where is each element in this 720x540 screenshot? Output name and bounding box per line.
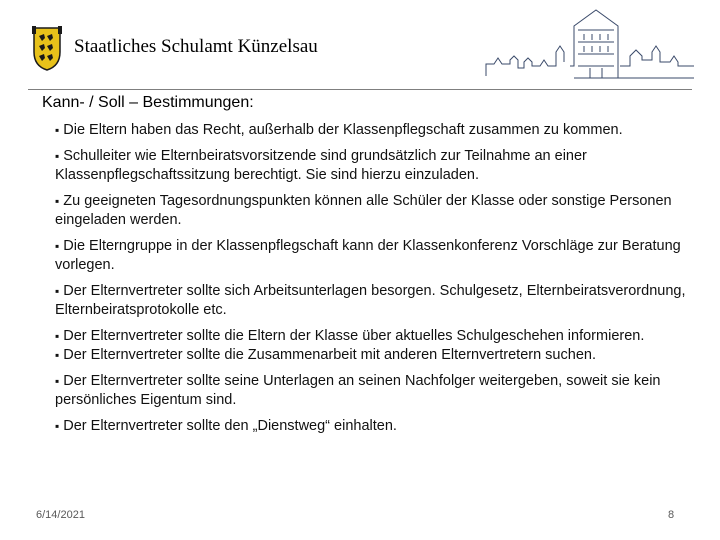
bullet-icon: ▪: [55, 348, 60, 362]
list-item: [55, 346, 695, 365]
bullet-icon: ▪: [55, 374, 60, 388]
list-item-text: Die Eltern haben das Recht, außerhalb der Klassenpflegschaft zusammen zu kommen.: [63, 122, 623, 138]
bullet-icon: ▪: [55, 329, 60, 343]
list-item-text: Zu geeigneten Tagesordnungspunkten können alle Schüler der Klasse oder sonstige Personen eingeladen werden.: [55, 193, 672, 228]
coat-of-arms-icon: [30, 24, 64, 72]
list-item: [55, 237, 695, 275]
header-title: Staatliches Schulamt Künzelsau: [74, 36, 318, 57]
bullet-icon: ▪: [55, 419, 60, 433]
list-item-text: Schulleiter wie Elternbeiratsvorsitzende sind grundsätzlich zur Teilnahme an einer Klassenpflegschaftssitzung berechtigt. Sie sind hierzu einzuladen.: [55, 148, 587, 183]
list-item: [55, 327, 695, 346]
list-item: [55, 282, 695, 320]
list-item-text: Der Elternvertreter sollte sich Arbeitsunterlagen besorgen. Schulgesetz, Elternbeiratsverordnung, Elternbeiratsprotokolle etc.: [55, 283, 686, 318]
list-item-text: Die Elterngruppe in der Klassenpflegschaft kann der Klassenkonferenz Vorschläge zur Beratung vorlegen.: [55, 238, 681, 273]
town-skyline-icon: [484, 6, 696, 90]
list-item-text: Der Elternvertreter sollte die Zusammenarbeit mit anderen Elternvertretern suchen.: [63, 347, 596, 363]
footer-date: 6/14/2021: [36, 509, 85, 521]
list-item: [55, 372, 695, 410]
list-item-text: Der Elternvertreter sollte den „Dienstweg“ einhalten.: [63, 418, 397, 434]
list-item: [55, 417, 695, 436]
bullet-icon: ▪: [55, 149, 60, 163]
slide-heading: Kann- / Soll – Bestimmungen:: [42, 94, 254, 111]
list-item: [55, 192, 695, 230]
list-item-text: Der Elternvertreter sollte seine Unterlagen an seinen Nachfolger weitergeben, soweit sie kein persönliches Eigentum sind.: [55, 373, 661, 408]
header-divider: [28, 89, 692, 90]
bullet-icon: ▪: [55, 239, 60, 253]
slide-header: [0, 0, 720, 92]
list-item: [55, 121, 695, 140]
page-number: 8: [668, 509, 675, 521]
bullet-list: [55, 121, 695, 443]
bullet-icon: ▪: [55, 284, 60, 298]
list-item: [55, 147, 695, 185]
list-item-text: Der Elternvertreter sollte die Eltern der Klasse über aktuelles Schulgeschehen informieren.: [63, 328, 645, 344]
bullet-icon: ▪: [55, 123, 60, 137]
bullet-icon: ▪: [55, 194, 60, 208]
